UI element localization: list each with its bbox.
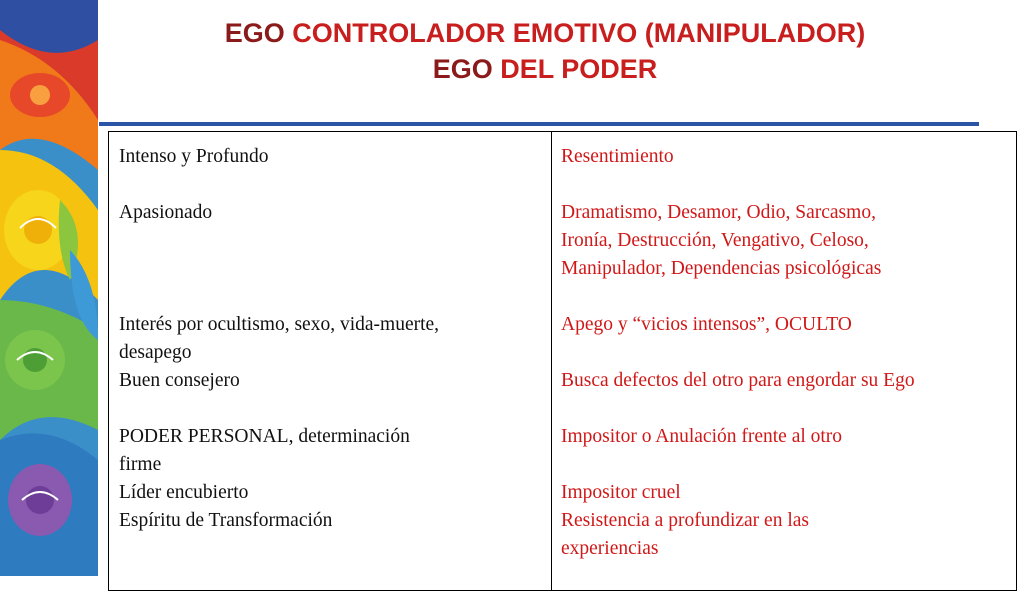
right-line: Impositor o Anulación frente al otro [561, 426, 843, 447]
right-line: Apego y “vicios intensos”, OCULTO [561, 314, 852, 335]
left-line: Buen consejero [119, 370, 240, 391]
right-line [561, 171, 915, 199]
title-underline [99, 122, 979, 126]
left-line: Líder encubierto [119, 482, 249, 503]
right-line: Resistencia a profundizar en las [561, 510, 809, 531]
right-line: Ironía, Destrucción, Vengativo, Celoso, [561, 230, 869, 251]
left-line [119, 283, 439, 311]
left-line: Interés por ocultismo, sexo, vida-muerte, [119, 314, 440, 335]
left-column [119, 143, 439, 535]
left-line: firme [119, 454, 162, 475]
left-line: Espíritu de Transformación [119, 510, 333, 531]
title-line-2-prefix: EGO [432, 54, 493, 84]
left-line [119, 395, 439, 423]
right-line: Busca defectos del otro para engordar su Ego [561, 370, 915, 391]
comparison-table [108, 131, 1017, 591]
mandala-decoration [0, 0, 98, 576]
title-line-1 [110, 16, 980, 50]
title-line-1-rest: CONTROLADOR EMOTIVO (MANIPULADOR) [292, 18, 866, 48]
column-divider [551, 132, 552, 590]
right-line [561, 283, 915, 311]
right-line: Dramatismo, Desamor, Odio, Sarcasmo, [561, 202, 876, 223]
left-line: desapego [119, 342, 192, 363]
title-line-2-rest: DEL PODER [500, 54, 658, 84]
left-line [119, 171, 439, 199]
title-line-1-prefix: EGO [224, 18, 285, 48]
right-line: experiencias [561, 538, 659, 559]
left-line: Intenso y Profundo [119, 146, 269, 167]
right-line: Manipulador, Dependencias psicológicas [561, 258, 882, 279]
mandala-painting-icon [0, 0, 98, 576]
right-line [561, 451, 915, 479]
right-column [561, 143, 915, 563]
title-line-2 [110, 52, 980, 86]
left-line [119, 227, 439, 255]
left-line: PODER PERSONAL, determinación [119, 426, 410, 447]
right-line [561, 339, 915, 367]
right-line [561, 395, 915, 423]
right-line: Resentimiento [561, 146, 674, 167]
left-line [119, 255, 439, 283]
right-line: Impositor cruel [561, 482, 681, 503]
left-line: Apasionado [119, 202, 213, 223]
